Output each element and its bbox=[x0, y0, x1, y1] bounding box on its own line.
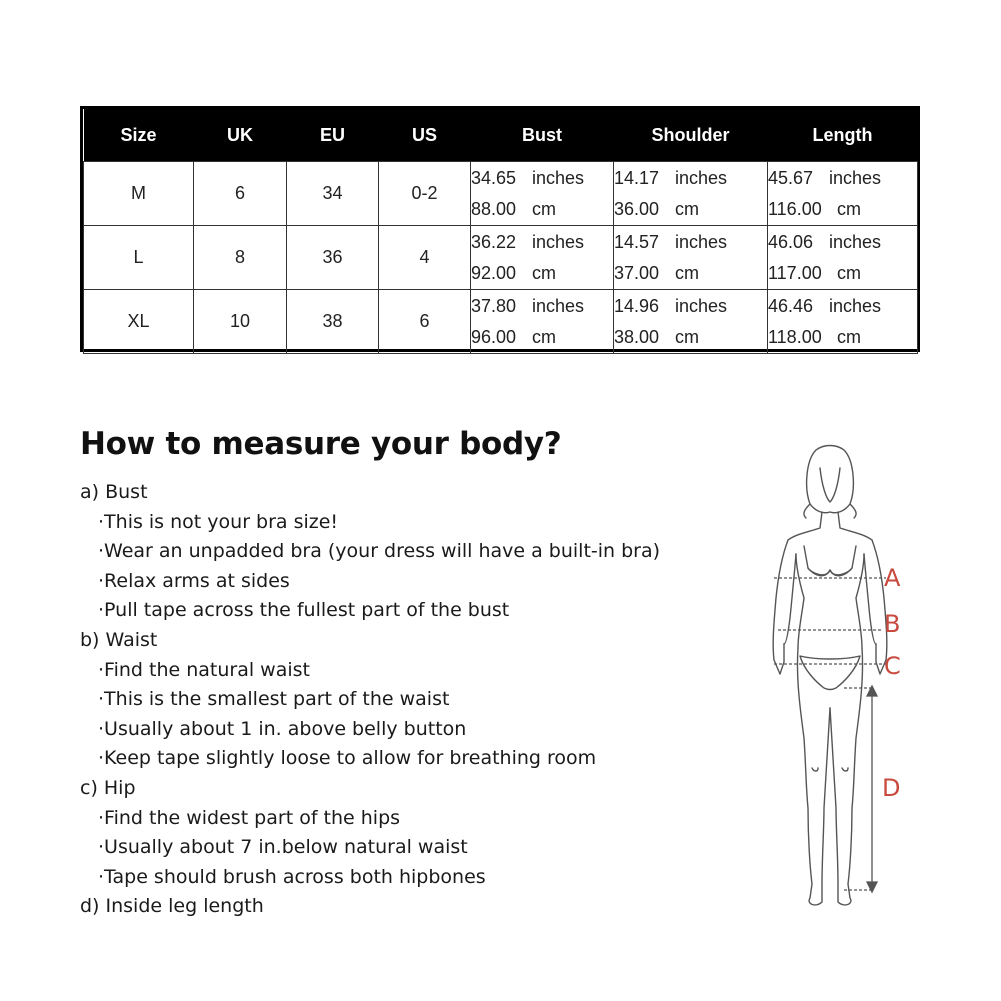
body-measurement-figure bbox=[760, 438, 920, 928]
guide-list-item: ·This is the smallest part of the waist bbox=[98, 688, 450, 711]
length-inches-value: 45.67 bbox=[768, 168, 814, 188]
measurement-guide bbox=[80, 478, 660, 922]
guide-section-heading: b) Waist bbox=[80, 628, 158, 651]
guide-list-item: ·Wear an unpadded bra (your dress will have a built-in bra) bbox=[98, 540, 661, 563]
unit-inches: inches bbox=[675, 168, 728, 188]
unit-cm: cm bbox=[675, 263, 700, 283]
cell-eu: 38 bbox=[287, 290, 379, 354]
shoulder-inches-value: 14.57 bbox=[614, 232, 660, 252]
unit-inches: inches bbox=[532, 168, 585, 188]
unit-inches: inches bbox=[532, 232, 585, 252]
guide-section-heading: a) Bust bbox=[80, 481, 148, 503]
cell-size: XL bbox=[84, 290, 194, 354]
unit-cm: cm bbox=[532, 263, 557, 283]
cell-shoulder bbox=[614, 290, 768, 354]
cell-length bbox=[768, 290, 918, 354]
unit-cm: cm bbox=[532, 327, 557, 347]
shoulder-cm-value: 37.00 bbox=[614, 263, 660, 283]
size-chart-table bbox=[80, 106, 920, 352]
guide-list-item: ·Relax arms at sides bbox=[98, 569, 290, 592]
unit-inches: inches bbox=[675, 296, 728, 316]
header-bust: Bust bbox=[471, 109, 614, 162]
cell-uk: 6 bbox=[194, 162, 287, 226]
guide-list-item: ·Keep tape slightly loose to allow for breathing room bbox=[98, 747, 597, 770]
guide-list-item: ·Usually about 7 in.below natural waist bbox=[98, 836, 468, 859]
cell-us: 6 bbox=[379, 290, 471, 354]
cell-size: M bbox=[84, 162, 194, 226]
table-row bbox=[84, 290, 918, 354]
unit-inches: inches bbox=[532, 296, 585, 316]
bust-inches-value: 34.65 bbox=[471, 168, 517, 188]
header-us: US bbox=[379, 109, 471, 162]
table-row bbox=[84, 162, 918, 226]
length-cm-value: 118.00 bbox=[768, 327, 822, 347]
unit-inches: inches bbox=[675, 232, 728, 252]
header-length: Length bbox=[768, 109, 918, 162]
bust-inches-value: 36.22 bbox=[471, 232, 517, 252]
label-d: D bbox=[882, 774, 901, 802]
table-row bbox=[84, 226, 918, 290]
figure-left-leg bbox=[797, 648, 830, 905]
guide-list-item: ·Usually about 1 in. above belly button bbox=[98, 717, 467, 740]
length-inches-value: 46.06 bbox=[768, 232, 814, 252]
cell-length bbox=[768, 226, 918, 290]
cell-us: 0-2 bbox=[379, 162, 471, 226]
cell-shoulder bbox=[614, 162, 768, 226]
cell-uk: 10 bbox=[194, 290, 287, 354]
table-header-row bbox=[84, 109, 918, 162]
label-a: A bbox=[884, 564, 901, 592]
figure-left-arm bbox=[773, 540, 788, 674]
bust-cm-value: 88.00 bbox=[471, 199, 517, 219]
label-b: B bbox=[884, 610, 901, 638]
length-cm-value: 116.00 bbox=[768, 199, 822, 219]
guide-list-item: ·This is not your bra size! bbox=[98, 510, 339, 533]
guide-title: How to measure your body? bbox=[80, 426, 562, 462]
cell-bust bbox=[471, 162, 614, 226]
unit-inches: inches bbox=[829, 168, 882, 188]
guide-list-item: ·Pull tape across the fullest part of the bust bbox=[98, 599, 510, 622]
guide-section-heading: c) Hip bbox=[80, 776, 136, 799]
cell-bust bbox=[471, 226, 614, 290]
bust-cm-value: 96.00 bbox=[471, 327, 517, 347]
unit-cm: cm bbox=[837, 199, 862, 219]
unit-cm: cm bbox=[837, 263, 862, 283]
cell-us: 4 bbox=[379, 226, 471, 290]
header-eu: EU bbox=[287, 109, 379, 162]
header-uk: UK bbox=[194, 109, 287, 162]
cell-length bbox=[768, 162, 918, 226]
figure-right-leg bbox=[830, 648, 863, 905]
unit-cm: cm bbox=[532, 199, 557, 219]
cell-eu: 34 bbox=[287, 162, 379, 226]
guide-list-item: ·Find the natural waist bbox=[98, 658, 310, 681]
shoulder-inches-value: 14.17 bbox=[614, 168, 660, 188]
cell-shoulder bbox=[614, 226, 768, 290]
unit-inches: inches bbox=[829, 232, 882, 252]
guide-list-item: ·Find the widest part of the hips bbox=[98, 806, 401, 829]
unit-inches: inches bbox=[829, 296, 882, 316]
cell-uk: 8 bbox=[194, 226, 287, 290]
cell-eu: 36 bbox=[287, 226, 379, 290]
label-c: C bbox=[884, 652, 901, 680]
length-cm-value: 117.00 bbox=[768, 263, 822, 283]
shoulder-cm-value: 36.00 bbox=[614, 199, 660, 219]
cell-size: L bbox=[84, 226, 194, 290]
guide-list-item: ·Tape should brush across both hipbones bbox=[98, 865, 486, 888]
cell-bust bbox=[471, 290, 614, 354]
header-shoulder: Shoulder bbox=[614, 109, 768, 162]
header-size: Size bbox=[84, 109, 194, 162]
shoulder-cm-value: 38.00 bbox=[614, 327, 660, 347]
unit-cm: cm bbox=[837, 327, 862, 347]
guide-section-heading: d) Inside leg length bbox=[80, 895, 264, 918]
bust-inches-value: 37.80 bbox=[471, 296, 517, 316]
unit-cm: cm bbox=[675, 199, 700, 219]
bust-cm-value: 92.00 bbox=[471, 263, 517, 283]
shoulder-inches-value: 14.96 bbox=[614, 296, 660, 316]
unit-cm: cm bbox=[675, 327, 700, 347]
length-inches-value: 46.46 bbox=[768, 296, 814, 316]
